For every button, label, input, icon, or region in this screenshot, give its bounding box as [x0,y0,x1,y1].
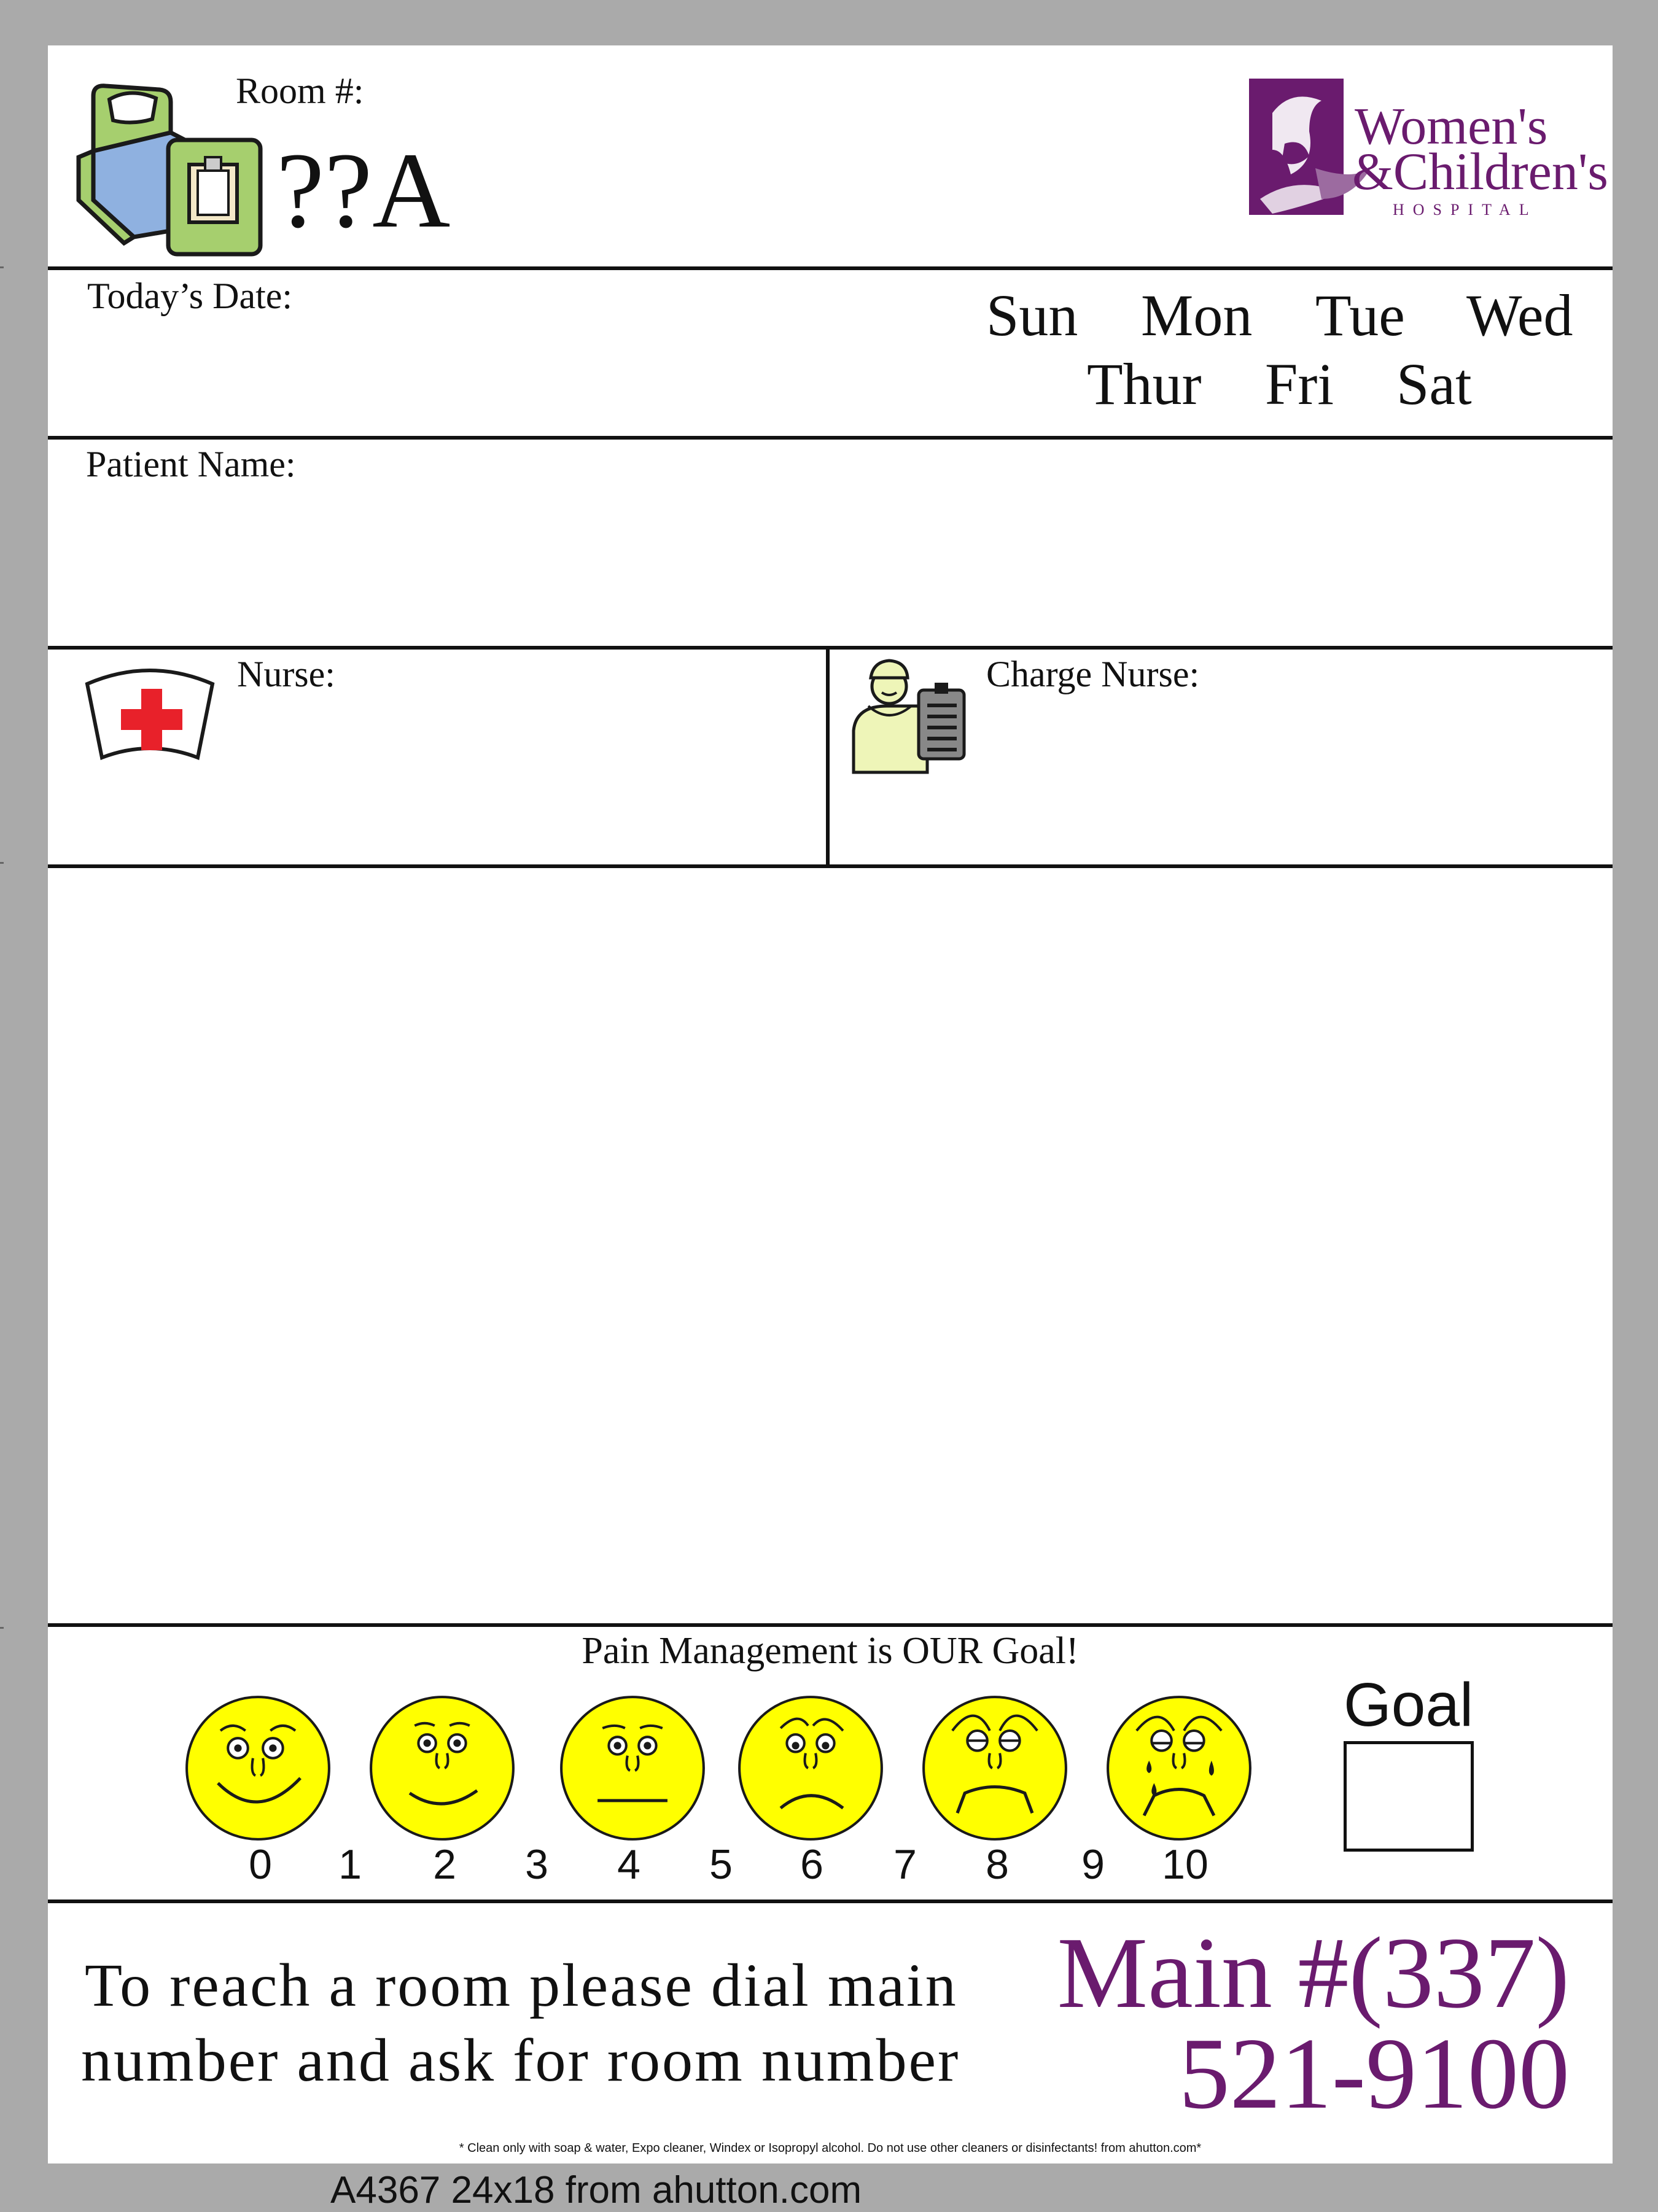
pain-scale-8: 8 [986,1841,1009,1888]
edge-tick [0,1627,4,1629]
pain-face-4[interactable] [558,1693,707,1843]
day-sat[interactable]: Sat [1396,351,1472,417]
edge-tick [0,862,4,864]
pain-scale-3: 3 [525,1841,548,1888]
instruction-line-2: number and ask for room number [81,2026,960,2094]
pain-scale-7: 7 [893,1841,917,1888]
pain-face-8[interactable] [920,1693,1070,1843]
pain-management-title: Pain Management is OUR Goal! [582,1630,1079,1672]
product-tag: A4367 24x18 from ahutton.com [330,2169,862,2211]
room-number-label: Room #: [236,71,364,111]
nurse-cap-icon [82,659,217,763]
goal-label: Goal [1344,1671,1474,1739]
pain-scale-0: 0 [249,1841,272,1888]
divider-date [48,436,1613,440]
main-number-line-1: Main #(337) [1057,1916,1570,2029]
pain-scale-1: 1 [338,1841,362,1888]
logo-line-1: Women's [1355,96,1548,155]
instruction-line-1: To reach a room please dial main [85,1951,958,2019]
todays-date-label: Today’s Date: [87,276,293,316]
divider-nurse-columns [826,646,830,866]
day-mon[interactable]: Mon [1141,282,1253,348]
pain-scale-10: 10 [1162,1841,1208,1888]
edge-tick [0,266,4,268]
day-sun[interactable]: Sun [986,282,1078,348]
pain-face-2[interactable] [367,1693,517,1843]
logo-line-3: HOSPITAL [1393,201,1538,219]
day-wed[interactable]: Wed [1466,282,1573,348]
room-number-value: ??A [276,131,451,250]
day-fri[interactable]: Fri [1265,351,1334,417]
goal-box[interactable] [1344,1741,1474,1852]
day-tue[interactable]: Tue [1315,282,1405,348]
pain-face-0[interactable] [183,1693,333,1843]
charge-nurse-label: Charge Nurse: [986,654,1200,694]
main-number-line-2: 521-9100 [1178,2017,1570,2130]
pain-scale-9: 9 [1081,1841,1105,1888]
divider-header [48,266,1613,270]
charge-nurse-clipboard-icon [850,657,973,774]
hospital-logo [1248,76,1608,223]
nurse-label: Nurse: [237,654,335,694]
notes-area[interactable] [48,868,1613,1623]
pain-scale-2: 2 [433,1841,456,1888]
pain-face-10[interactable] [1104,1693,1254,1843]
patient-name-label: Patient Name: [86,444,296,484]
day-thur[interactable]: Thur [1087,351,1202,417]
whiteboard [48,45,1613,2163]
cleaning-disclaimer: * Clean only with soap & water, Expo cleaner, Windex or Isopropyl alcohol. Do not use other cleaners or disinfectants! from ahutton.com* [459,2141,1202,2155]
pain-scale-6: 6 [800,1841,823,1888]
pain-scale-4: 4 [617,1841,640,1888]
divider-patient [48,646,1613,650]
pain-face-6[interactable] [736,1693,885,1843]
logo-line-2: &Children's [1352,142,1608,201]
divider-pain [48,1900,1613,1903]
pain-scale-5: 5 [709,1841,733,1888]
divider-notes [48,1623,1613,1627]
